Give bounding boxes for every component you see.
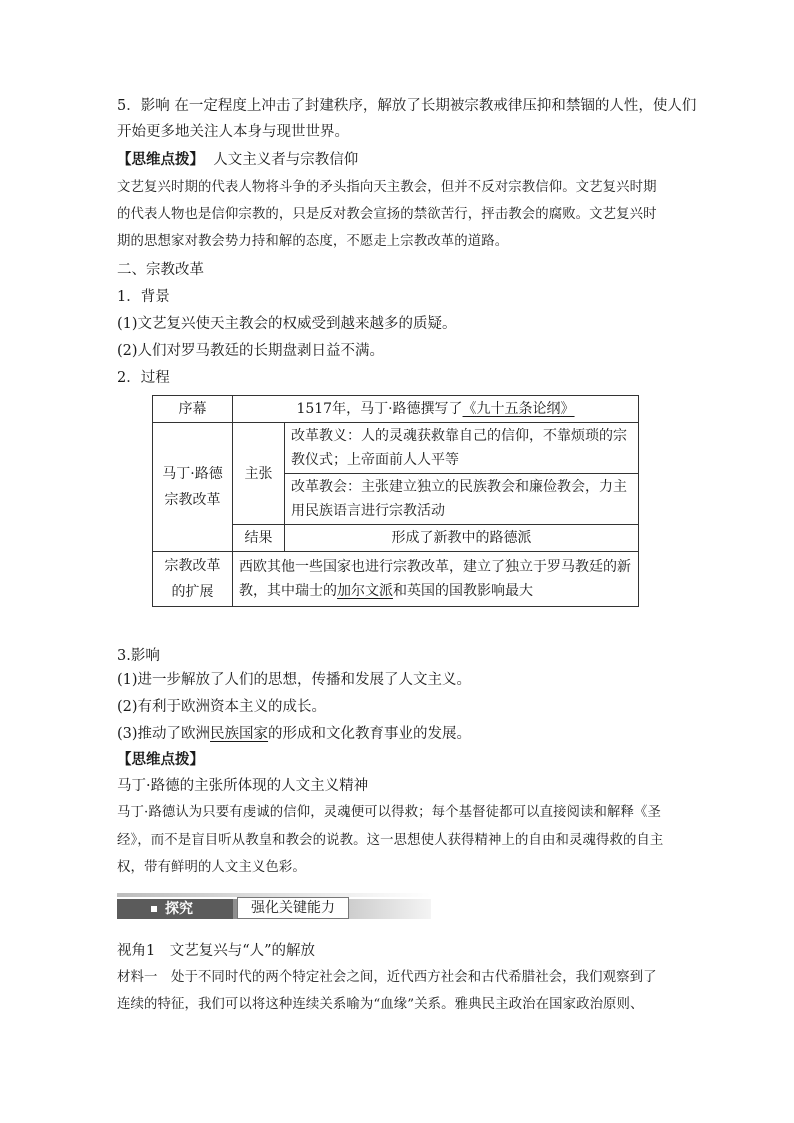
thinking-tip-tag: 【思维点拨】 [117, 152, 204, 168]
table-row [153, 423, 639, 474]
table-row [153, 396, 639, 423]
influence-item-suffix: 的形成和文化教育事业的发展。 [268, 726, 472, 742]
thinking-tip-line: 文艺复兴时期的代表人物将斗争的矛头指向天主教会，但并不反对宗教信仰。文艺复兴时期 [117, 180, 657, 195]
calvinism: 加尔文派 [337, 583, 393, 599]
material-line: 连续的特征，我们可以将这种连续关系喻为“血缘”关系。雅典民主政治在国家政治原则、 [117, 997, 644, 1012]
influence-item: (1)进一步解放了人们的思想，传播和发展了人文主义。 [117, 672, 472, 688]
result-text: 形成了新教中的路德派 [285, 525, 639, 552]
nation-state: 民族国家 [210, 726, 269, 742]
influence-line-1: 5．影响 在一定程度上冲击了封建秩序，解放了长期被宗教戒律压抑和禁锢的人性，使人们 [117, 98, 697, 114]
thinking-tip-line: 马丁·路德认为只要有虔诚的信仰，灵魂便可以得救；每个基督徒都可以直接阅读和解释《圣 [117, 805, 661, 820]
prelude-text [233, 396, 639, 423]
thinking-tip-line: 权，带有鲜明的人文主义色彩。 [117, 860, 306, 875]
square-bullet-icon [151, 906, 157, 912]
influence-item [117, 724, 471, 744]
table-row [153, 552, 639, 607]
reform-label: 马丁·路德宗教改革 [153, 423, 233, 552]
banner-sublabel: 强化关键能力 [237, 897, 349, 919]
spread-text-1: 西欧其他一些国家也进行宗教改革，建立了独立于罗马教廷的新教，其中瑞士的 [239, 559, 631, 599]
material-line: 材料一 处于不同时代的两个特定社会之间，近代西方社会和古代希腊社会，我们观察到了 [117, 970, 657, 985]
thinking-tip-line: 期的思想家对教会势力持和解的态度，不愿走上宗教改革的道路。 [117, 234, 509, 249]
banner-label-box [117, 899, 233, 919]
claim-doctrine: 改革教义：人的灵魂获救靠自己的信仰，不靠烦琐的宗教仪式；上帝面前人人平等 [285, 423, 639, 474]
thinking-tip-heading [117, 150, 358, 170]
ninety-five-theses: 《九十五条论纲》 [462, 401, 575, 417]
prelude-prefix: 1517年，马丁·路德撰写了 [296, 401, 463, 417]
influence-item: (2)有利于欧洲资本主义的成长。 [117, 699, 327, 715]
result-label: 结果 [233, 525, 285, 552]
spread-text [233, 552, 639, 607]
thinking-tip-line: 经》，而不是盲目听从教皇和教会的说教。这一思想使人获得精神上的自由和灵魂得救的自主 [117, 833, 664, 848]
claim-church: 改革教会：主张建立独立的民族教会和廉俭教会，力主用民族语言进行宗教活动 [285, 474, 639, 525]
background-heading: 1．背景 [117, 289, 170, 305]
explore-angle: 视角1 文艺复兴与“人”的解放 [117, 943, 316, 959]
thinking-tip-title-2: 马丁·路德的主张所体现的人文主义精神 [117, 778, 369, 794]
spread-label: 宗教改革的扩展 [153, 552, 233, 607]
thinking-tip-tag-2: 【思维点拨】 [117, 752, 204, 768]
banner-label: 探究 [165, 901, 193, 917]
thinking-tip-line: 的代表人物也是信仰宗教的，只是反对教会宣扬的禁欲苦行，抨击教会的腐败。文艺复兴时 [117, 207, 657, 222]
thinking-tip-title: 人文主义者与宗教信仰 [213, 152, 359, 168]
prelude-label: 序幕 [153, 396, 233, 423]
influence-heading: 3.影响 [117, 648, 160, 664]
background-item: (1)文艺复兴使天主教会的权威受到越来越多的质疑。 [117, 316, 457, 332]
background-item: (2)人们对罗马教廷的长期盘剥日益不满。 [117, 343, 385, 359]
process-heading: 2．过程 [117, 370, 170, 386]
process-table [152, 395, 639, 607]
spread-text-2: 和英国的国教影响最大 [393, 583, 533, 599]
claims-label: 主张 [233, 423, 285, 525]
section-heading-reformation: 二、宗教改革 [117, 262, 204, 278]
influence-line-2: 开始更多地关注人本身与现世世界。 [117, 124, 349, 140]
explore-banner [117, 896, 431, 920]
influence-item-prefix: (3)推动了欧洲 [117, 726, 211, 742]
